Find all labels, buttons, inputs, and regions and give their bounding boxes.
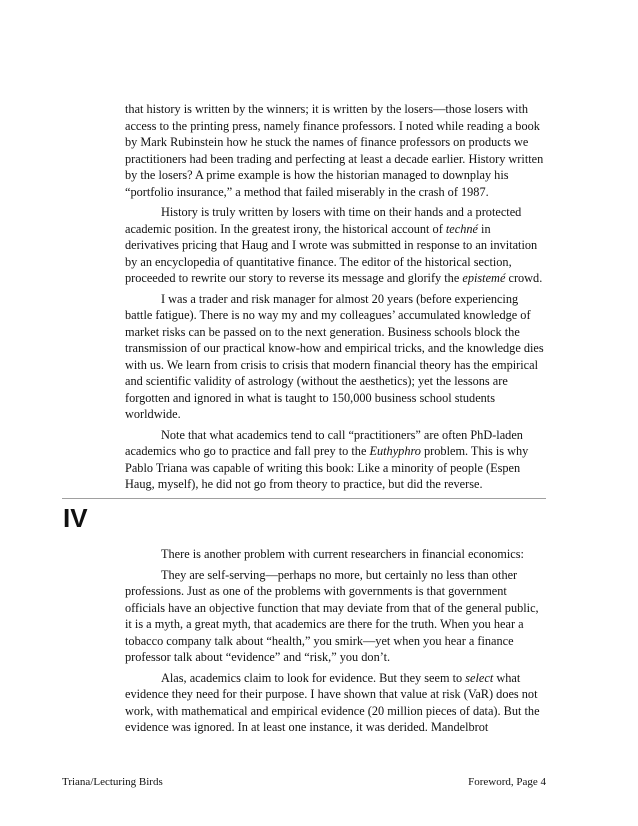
paragraph-trader-risk-manager: I was a trader and risk manager for almost 20 years (before experiencing battle fatigue). There is no way my and my colleagues’ accumulated knowledge of market risks can be passed on to the next generation. Business schools block the transmission of our practical know-how and empirical tricks, and the knowledge dies with us. We learn from crisis to crisis that modern financial theory has the empirical and scientific validity of astrology (without the aesthetics); yet the lessons are forgotten and ignored in what is taught to 150,000 business school students worldwide. <box>125 291 544 421</box>
text-run: what evidence they need for their purpose. I have shown that value at risk (VaR) does not work, with mathematical and empirical evidence (20 million pieces of data). But the evidence was ignored. In at least one instance, it was derided. Mandelbrot <box>125 670 540 734</box>
footer-running-title: Triana/Lecturing Birds <box>62 776 163 788</box>
paragraph-another-problem: There is another problem with current researchers in financial economics: <box>161 547 524 561</box>
text-run: Alas, academics claim to look for evidence. But they seem to <box>161 670 466 685</box>
italic-term-euthyphro: Euthyphro <box>369 444 421 458</box>
section-divider <box>62 498 546 499</box>
paragraph-history-losers: that history is written by the winners; it is written by the losers—those losers with access to the printing press, namely finance professors. I noted while reading a book by Mark Rubinstein how he stuck the names of finance professors on products we practitioners had been trading and perfecting at least a decade earlier. History written by the losers? A prime example is how the historian managed to downplay his “portfolio insurance,” a method that failed miserably in the crash of 1987. <box>125 102 544 199</box>
paragraph-alas-academics <box>125 670 547 736</box>
italic-term-select: select <box>465 670 494 685</box>
section-heading-iv: IV <box>63 503 88 533</box>
text-run: crowd. <box>505 271 543 285</box>
text-run: in derivatives pricing that Haug and I wrote was submitted in response to an invitation by an encyclopedia of quantitative finance. The editor of the historical section, proceeded to rewrite our story to reverse its message and glorify the <box>125 221 538 285</box>
upper-text-block <box>125 101 547 493</box>
paragraph-self-serving: They are self-serving—perhaps no more, but certainly no less than other professions. Just as one of the problems with governments is that government officials have an objective function that may deviate from that of the general public, it is a myth, a great myth, that academics are there for the truth. When you hear a tobacco company talk about “health,” you smirk—yet when you hear a finance professor talk about “evidence” and “risk,” you don’t. <box>125 567 539 664</box>
italic-term-episteme: epistemé <box>462 271 506 285</box>
text-run: Note that what academics tend to call “practitioners” are often PhD-laden academics who go to practice and fall prey to the <box>125 427 523 458</box>
italic-term-techne: techné <box>445 221 478 236</box>
footer-page-number: Foreword, Page 4 <box>468 776 546 788</box>
paragraph-practitioners <box>125 427 547 493</box>
paragraph-history-written-by-losers <box>125 204 547 287</box>
text-run: History is truly written by losers with time on their hands and a protected academic position. In the greatest irony, the historical account of <box>125 205 522 236</box>
lower-text-block <box>125 546 547 736</box>
text-run: problem. This is why Pablo Triana was capable of writing this book: Like a minority of people (Espen Haug, myself), he did not go from theory to practice, but did the reverse. <box>125 444 529 491</box>
